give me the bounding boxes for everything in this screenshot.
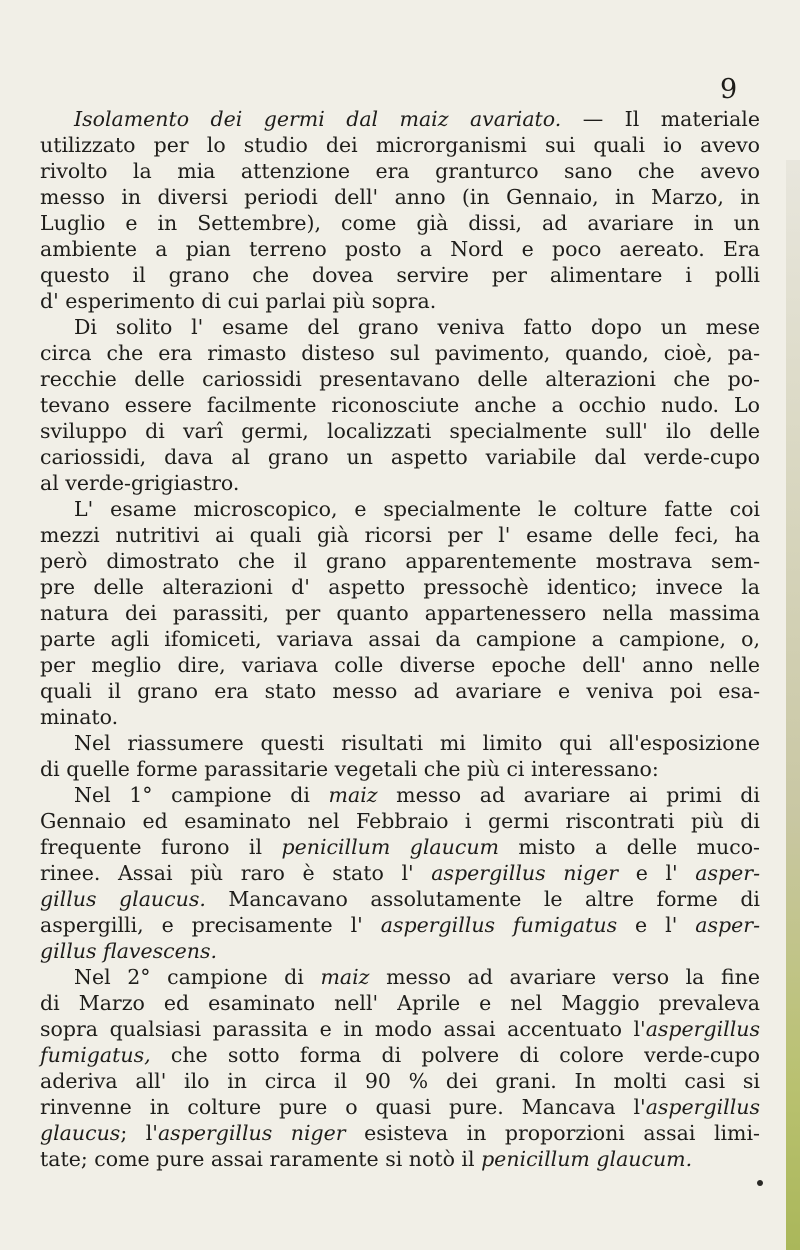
text-line [40,184,760,210]
text-run: aspergilli, e precisamente l' [40,913,381,937]
paragraph [40,964,760,1172]
text-run: parte agli ifomiceti, variava assai da campione a campione, o, [40,627,760,651]
italic-run: aspergillus niger [157,1121,346,1145]
italic-run: maiz [320,965,370,989]
paragraph [40,314,760,496]
text-line [40,470,760,496]
text-line [40,1120,760,1146]
text-line [40,834,760,860]
ink-speck [757,1180,763,1186]
text-line [40,314,760,340]
paragraph [40,496,760,730]
text-run: Nel 1° campione di [74,783,329,807]
text-run: messo ad avariare verso la fine [369,965,760,989]
text-line [40,574,760,600]
italic-run: gillus glaucus. [40,887,206,911]
text-line [40,288,760,314]
text-run: messo ad avariare ai primi di [377,783,760,807]
text-run: d' esperimento di cui parlai più sopra. [40,289,437,313]
text-line [40,444,760,470]
text-run: circa che era rimasto disteso sul pavimento, quando, cioè, pa- [40,341,760,365]
italic-run: maiz [328,783,378,807]
italic-run: aspergillus niger [431,861,619,885]
text-line [40,366,760,392]
text-run: di quelle forme parassitarie vegetali che più ci interessano: [40,757,659,781]
text-run: che sotto forma di polvere di colore verde-cupo [150,1043,760,1067]
italic-run: gillus flavescens. [40,939,218,963]
paragraph [40,782,760,964]
italic-run: aspergillus fumigatus [380,913,618,937]
text-run: e l' [617,913,696,937]
text-line [40,236,760,262]
italic-run: penicillum glaucum [281,835,499,859]
text-run: esisteva in proporzioni assai limi- [345,1121,760,1145]
text-run: messo in diversi periodi dell' anno (in Gennaio, in Marzo, in [40,185,760,209]
text-run: ambiente a pian terreno posto a Nord e poco aereato. Era [40,237,760,261]
text-line [40,210,760,236]
text-line [40,886,760,912]
text-run: di Marzo ed esaminato nell' Aprile e nel Maggio prevaleva [40,991,760,1015]
text-line [40,548,760,574]
text-run: recchie delle cariossidi presentavano delle alterazioni che po- [40,367,760,391]
text-run: Nel riassumere questi risultati mi limito qui all'esposizione [74,731,760,755]
text-run: cariossidi, dava al grano un aspetto variabile dal verde-cupo [40,445,760,469]
page-number: 9 [720,74,738,105]
text-run: ; l' [120,1121,158,1145]
text-line [40,730,760,756]
text-run: sviluppo di varî germi, localizzati specialmente sull' ilo delle [40,419,760,443]
text-line [40,158,760,184]
text-line [40,340,760,366]
text-line [40,678,760,704]
italic-run: asper- [695,913,761,937]
body-text [40,106,760,1172]
text-run: natura dei parassiti, per quanto appartenessero nella massima [40,601,760,625]
text-run: minato. [40,705,119,729]
italic-run: penicillum glaucum. [481,1147,693,1171]
text-line [40,1094,760,1120]
text-line [40,600,760,626]
text-run: Mancavano assolutamente le altre forme di [205,887,760,911]
italic-run: aspergillus [645,1017,760,1041]
text-run: frequente furono il [40,835,282,859]
paragraph [40,106,760,314]
text-run: rinvenne in colture pure o quasi pure. Mancava l' [40,1095,646,1119]
text-line [40,392,760,418]
text-line [40,990,760,1016]
text-line [40,418,760,444]
text-run: tevano essere facilmente riconosciute anche a occhio nudo. Lo [40,393,760,417]
text-line [40,496,760,522]
text-line [40,912,760,938]
text-line [40,106,760,132]
text-run: aderiva all' ilo in circa il 90 % dei grani. In molti casi si [40,1069,760,1093]
text-line [40,704,760,730]
text-run: pre delle alterazioni d' aspetto pressochè identico; invece la [40,575,760,599]
italic-run: aspergillus [645,1095,760,1119]
text-run: Di solito l' esame del grano veniva fatto dopo un mese [74,315,760,339]
text-line [40,132,760,158]
text-run: misto a delle muco- [498,835,760,859]
text-run: Luglio e in Settembre), come già dissi, ad avariare in un [40,211,760,235]
text-line [40,652,760,678]
text-line [40,808,760,834]
text-line [40,1016,760,1042]
text-run: al verde-grigiastro. [40,471,240,495]
italic-run: fumigatus, [40,1043,151,1067]
text-line [40,938,760,964]
text-run: Nel 2° campione di [74,965,321,989]
text-run: questo il grano che dovea servire per alimentare i polli [40,263,760,287]
text-run: Gennaio ed esaminato nel Febbraio i germi riscontrati più di [40,809,760,833]
text-line [40,782,760,808]
text-line [40,756,760,782]
italic-run: Isolamento dei germi dal maiz avariato. [74,107,562,131]
text-line [40,262,760,288]
text-line [40,522,760,548]
text-line [40,1146,760,1172]
text-line [40,1068,760,1094]
text-line [40,860,760,886]
text-run: L' esame microscopico, e specialmente le colture fatte coi [74,497,760,521]
text-run: utilizzato per lo studio dei microrganismi sui quali io avevo [40,133,760,157]
italic-run: asper- [695,861,761,885]
text-run: però dimostrato che il grano apparentemente mostrava sem- [40,549,760,573]
text-run: sopra qualsiasi parassita e in modo assai accentuato l' [40,1017,646,1041]
text-run: rinee. Assai più raro è stato l' [40,861,432,885]
text-run: — Il materiale [561,107,760,131]
text-run: quali il grano era stato messo ad avariare e veniva poi esa- [40,679,760,703]
paragraph [40,730,760,782]
text-run: e l' [618,861,696,885]
italic-run: glaucus [40,1121,121,1145]
text-run: rivolto la mia attenzione era granturco sano che avevo [40,159,760,183]
text-run: mezzi nutritivi ai quali già ricorsi per l' esame delle feci, ha [40,523,760,547]
text-run: per meglio dire, variava colle diverse epoche dell' anno nelle [40,653,760,677]
page-edge-shadow [786,160,800,1250]
text-run: tate; come pure assai raramente si notò il [40,1147,482,1171]
text-line [40,964,760,990]
text-line [40,1042,760,1068]
text-line [40,626,760,652]
